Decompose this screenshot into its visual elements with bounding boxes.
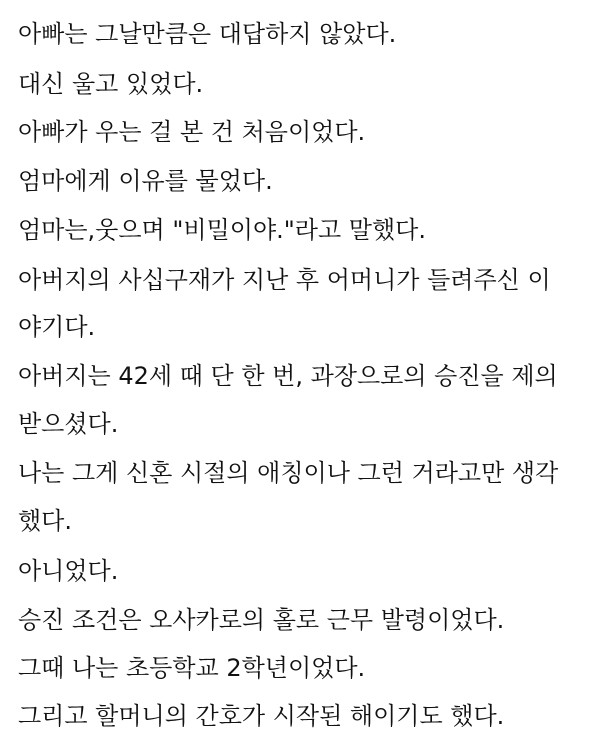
text-line: 나는 그게 신혼 시절의 애칭이나 그런 거라고만 생각 [18, 459, 559, 487]
text-line: 아니었다. [18, 557, 119, 585]
text-line: 엄마는,웃으며 "비밀이야."라고 말했다. [18, 216, 426, 244]
text-line: 그리고 할머니의 간호가 시작된 해이기도 했다. [18, 702, 505, 730]
text-line: 아빠는 그날만큼은 대답하지 않았다. [18, 20, 397, 48]
text-line: 엄마에게 이유를 물었다. [18, 167, 273, 195]
text-line: 아버지의 사십구재가 지난 후 어머니가 들려주신 이 [18, 266, 551, 294]
text-line: 아빠가 우는 걸 본 건 처음이었다. [18, 118, 366, 146]
text-line: 승진 조건은 오사카로의 홀로 근무 발령이었다. [18, 606, 505, 634]
text-line: 그때 나는 초등학교 2학년이었다. [18, 654, 366, 682]
text-line: 대신 울고 있었다. [18, 70, 204, 98]
text-line: 받으셨다. [18, 410, 119, 438]
text-line: 아버지는 42세 때 단 한 번, 과장으로의 승진을 제의 [18, 362, 558, 390]
text-line: 했다. [18, 507, 72, 535]
text-line: 야기다. [18, 313, 96, 341]
